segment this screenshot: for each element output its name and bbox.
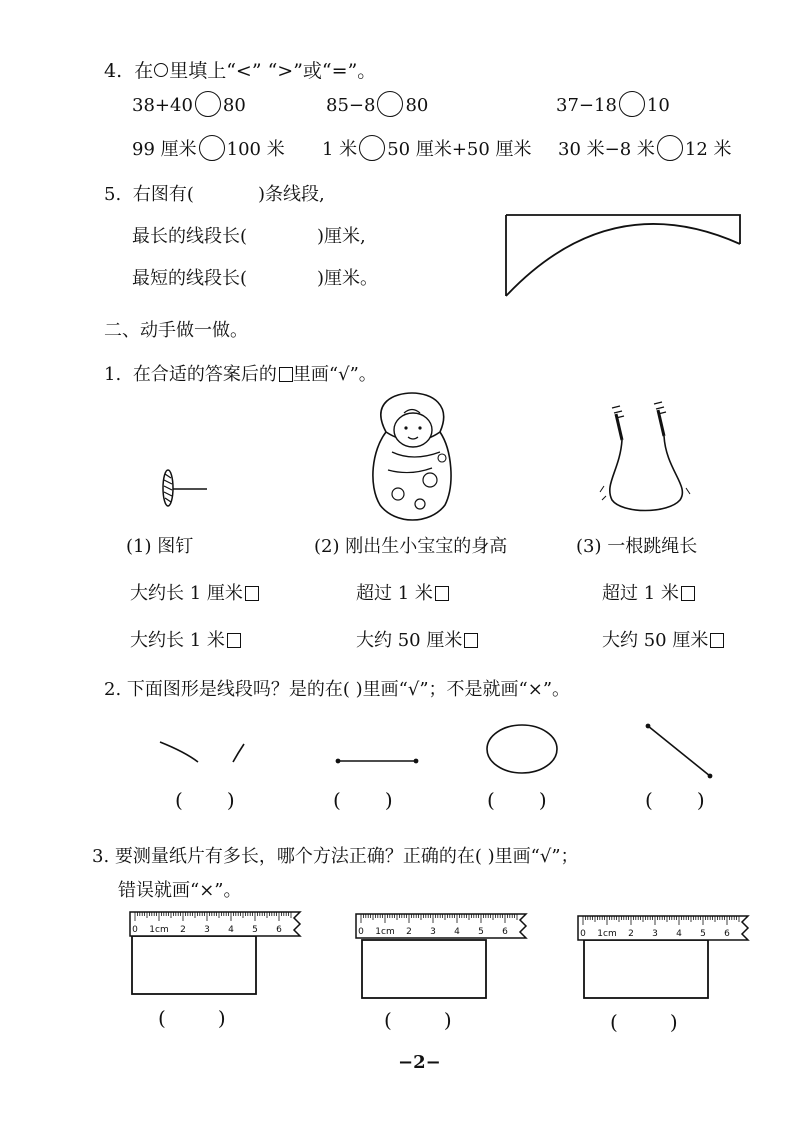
item-2-label: (2) 刚出生小宝宝的身高: [314, 536, 508, 557]
q4-prompt: 4. 在 里填上“<” “>”或“=”。: [104, 60, 377, 82]
q4-number: 4.: [104, 60, 123, 82]
q3-answer-2[interactable]: ( ): [384, 1008, 452, 1032]
s2-q2-prompt: 2. 下面图形是线段吗？是的在( )里画“√”；不是就画“×”。: [104, 679, 571, 700]
ruler-tick-label: 0: [132, 925, 138, 935]
compare-2-2: 1 米 50 厘米+50 厘米: [322, 135, 532, 163]
ruler-tick-label: 6: [276, 925, 282, 935]
item-3-option-2: 大约 50 厘米: [602, 626, 724, 652]
ruler-tick-label: 3: [430, 927, 436, 937]
compare-1-2: 85−8 80: [326, 93, 428, 119]
q5-line1: 5. 右图有( )条线段,: [104, 184, 325, 205]
q3-answer-1[interactable]: ( ): [158, 1006, 226, 1030]
section-2-heading: 二、动手做一做。: [104, 320, 248, 341]
ruler-tick-label: 6: [724, 929, 730, 939]
ruler-tick-label: 2: [180, 925, 186, 935]
ruler-tick-label: 1cm: [375, 927, 395, 937]
ruler-tick-label: 4: [228, 925, 234, 935]
ruler-tick-label: 1cm: [149, 925, 169, 935]
item-1-option-1: 大约长 1 厘米: [130, 579, 259, 605]
s2-q3-prompt-line1: 3. 要测量纸片有多长，哪个方法正确？正确的在( )里画“√”；: [92, 846, 579, 867]
q5-line3: 最短的线段长( )厘米。: [132, 268, 379, 289]
ruler-tick-label: 2: [628, 929, 634, 939]
ruler-tick-label: 5: [478, 927, 484, 937]
ruler-tick-label: 2: [406, 927, 412, 937]
item-2-option-2: 大约 50 厘米: [356, 626, 478, 652]
compare-1-1: 38+40 80: [132, 93, 246, 119]
q2-answer-4[interactable]: ( ): [645, 788, 705, 812]
ruler-tick-label: 1cm: [597, 929, 617, 939]
ruler-tick-label: 6: [502, 927, 508, 937]
paper-rect: [132, 936, 256, 994]
q3-answer-3[interactable]: ( ): [610, 1010, 678, 1034]
compare-2-3: 30 米−8 米 12 米: [558, 135, 732, 163]
compare-1-3: 37−18 10: [556, 93, 670, 119]
paper-rect: [362, 940, 486, 998]
ruler-tick-label: 0: [358, 927, 364, 937]
ruler-tick-label: 4: [676, 929, 682, 939]
q2-answer-1[interactable]: ( ): [175, 788, 235, 812]
item-1-option-2: 大约长 1 米: [130, 626, 241, 652]
item-3-label: (3) 一根跳绳长: [576, 536, 698, 557]
ruler-tick-label: 3: [204, 925, 210, 935]
q2-answer-2[interactable]: ( ): [333, 788, 393, 812]
q2-answer-3[interactable]: ( ): [487, 788, 547, 812]
q5-line2: 最长的线段长( )厘米,: [132, 226, 366, 247]
item-2-option-1: 超过 1 米: [356, 579, 449, 605]
page-number: −2−: [398, 1052, 441, 1073]
item-3-option-1: 超过 1 米: [602, 579, 695, 605]
paper-rect: [584, 940, 708, 998]
ruler-tick-label: 0: [580, 929, 586, 939]
ruler-tick-label: 5: [252, 925, 258, 935]
s2-q1-prompt: 1. 在合适的答案后的 里画“√”。: [104, 364, 377, 385]
s2-q3-prompt-line2: 错误就画“×”。: [118, 880, 242, 901]
item-1-label: (1) 图钉: [126, 536, 194, 557]
compare-2-1: 99 厘米 100 米: [132, 135, 285, 163]
ruler-tick-label: 3: [652, 929, 658, 939]
ruler-tick-label: 5: [700, 929, 706, 939]
ruler-tick-label: 4: [454, 927, 460, 937]
